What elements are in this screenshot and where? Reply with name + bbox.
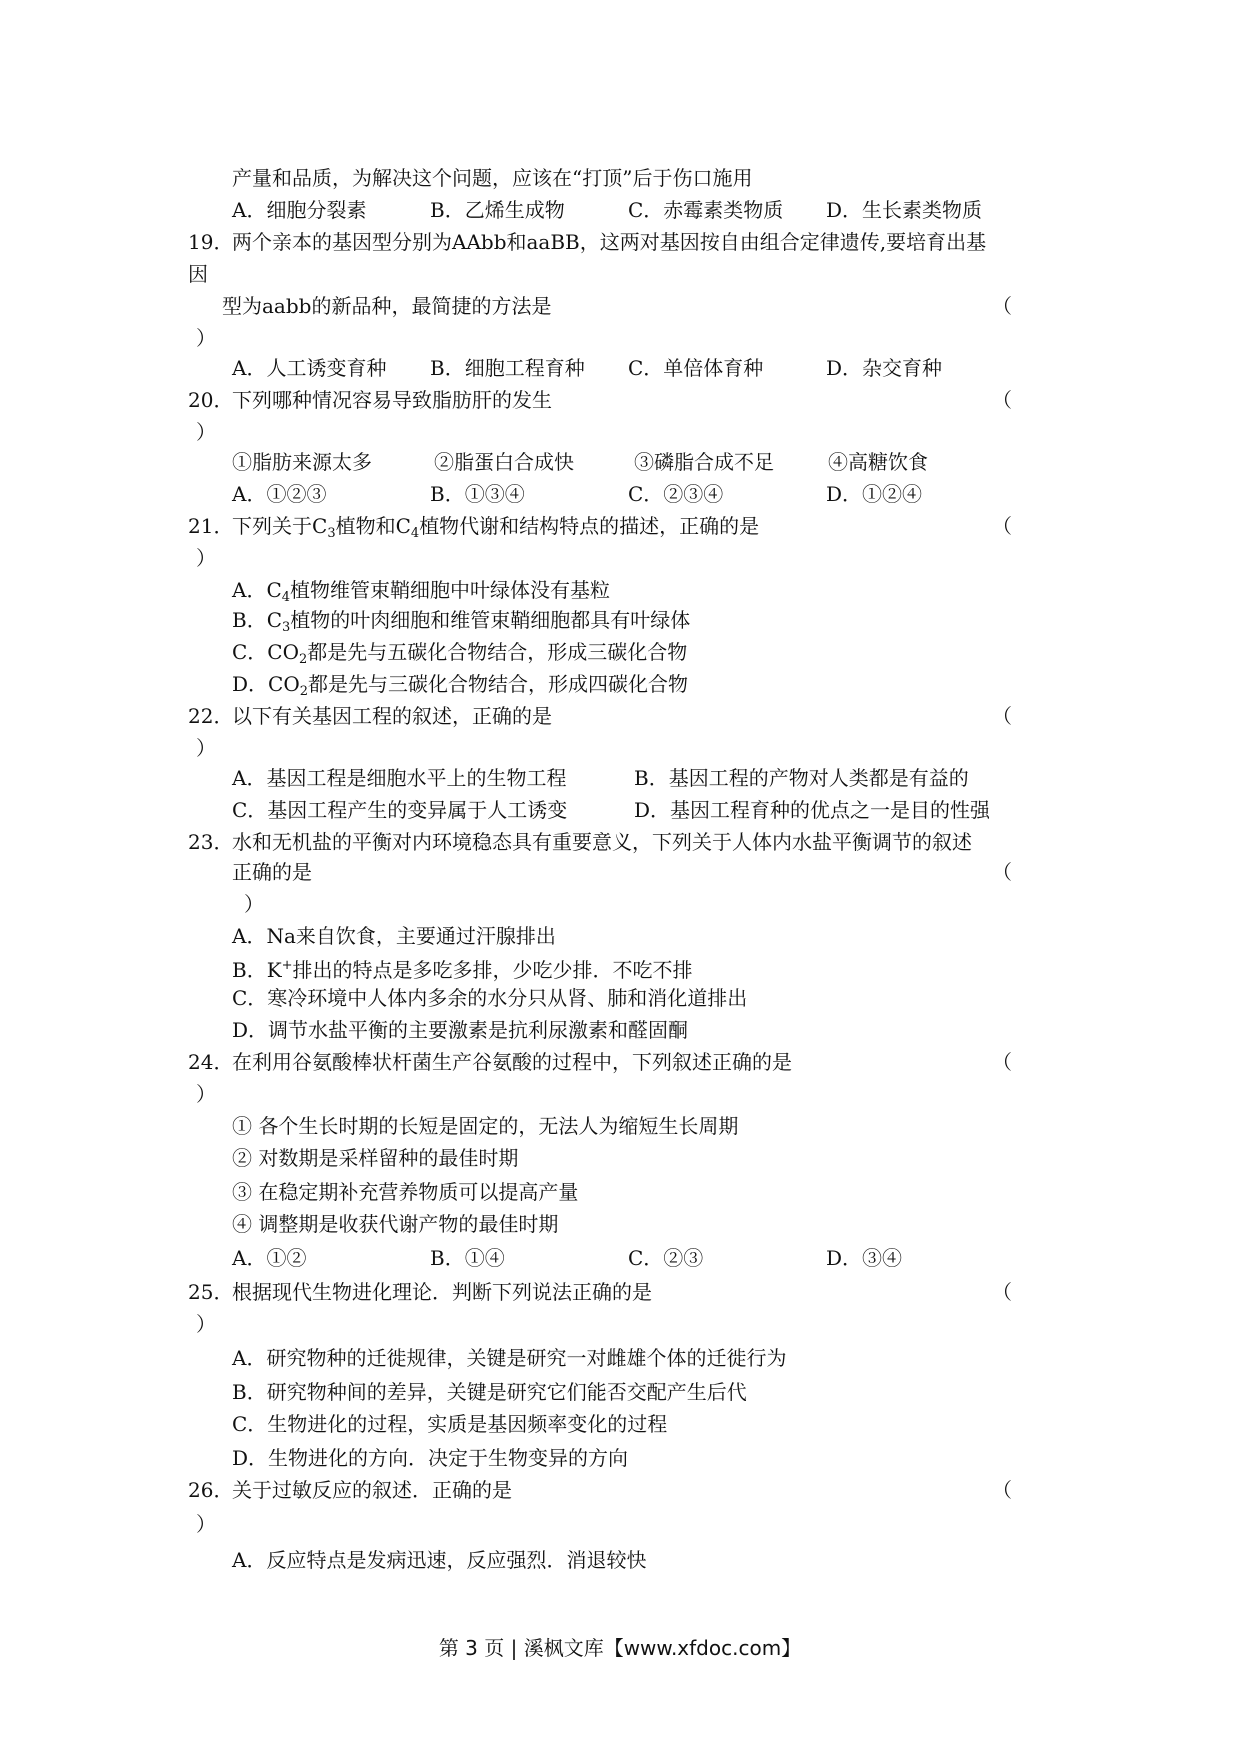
q20-item-1: ①脂肪来源太多 — [232, 450, 372, 474]
q18-option-a: A．细胞分裂素 — [232, 198, 367, 222]
q24-option-a: A．①② — [232, 1246, 307, 1270]
q18-option-c: C．赤霉素类物质 — [628, 198, 784, 222]
q26-option-a: A．反应特点是发病迅速，反应强烈．消退较快 — [232, 1548, 647, 1572]
q21-option-b: B．$C_3$植物的叶肉细胞和维管束鞘细胞都具有叶绿体 — [232, 608, 691, 635]
q19-answer-paren-close: ） — [196, 326, 216, 350]
q24-item-4: ④ 调整期是收获代谢产物的最佳时期 — [232, 1212, 559, 1236]
q18-option-b: B．乙烯生成物 — [430, 198, 565, 222]
q26-answer-paren-close: ） — [196, 1512, 216, 1536]
q25-text: 根据现代生物进化理论．判断下列说法正确的是 — [232, 1280, 652, 1304]
q20-item-2: ②脂蛋白合成快 — [434, 450, 574, 474]
q23-answer-paren-close: ） — [244, 892, 264, 916]
q22-option-b: B．基因工程的产物对人类都是有益的 — [634, 766, 969, 790]
q21-number: 21． — [188, 514, 234, 538]
q22-option-d: D．基因工程育种的优点之一是目的性强 — [634, 798, 991, 822]
q20-option-a: A．①②③ — [232, 482, 327, 506]
q20-item-4: ④高糖饮食 — [828, 450, 928, 474]
q23-option-c: C．寒冷环境中人体内多余的水分只从肾、肺和消化道排出 — [232, 986, 748, 1010]
q25-answer-paren-close: ） — [196, 1312, 216, 1336]
q25-option-c: C．生物进化的过程，实质是基因频率变化的过程 — [232, 1412, 668, 1436]
q20-option-c: C．②③④ — [628, 482, 724, 506]
q20-item-3: ③磷脂合成不足 — [634, 450, 774, 474]
q25-answer-paren-open: （ — [992, 1280, 1012, 1304]
q22-answer-paren-close: ） — [196, 736, 216, 760]
q24-option-d: D．③④ — [826, 1246, 903, 1270]
q24-option-c: C．②③ — [628, 1246, 704, 1270]
q18-text-continuation: 产量和品质，为解决这个问题，应该在“打顶”后于伤口施用 — [232, 166, 753, 190]
q20-option-d: D．①②④ — [826, 482, 923, 506]
q24-number: 24． — [188, 1050, 234, 1074]
q20-answer-paren-close: ） — [196, 420, 216, 444]
q21-option-d: D．$CO_2$都是先与三碳化合物结合，形成四碳化合物 — [232, 672, 689, 699]
q25-number: 25． — [188, 1280, 234, 1304]
q22-answer-paren-open: （ — [992, 704, 1012, 728]
q20-text: 下列哪种情况容易导致脂肪肝的发生 — [232, 388, 552, 412]
q22-number: 22． — [188, 704, 234, 728]
q19-number: 19． — [188, 230, 234, 254]
page-footer: 第 3 页 | 溪枫文库【www.xfdoc.com】 — [438, 1636, 802, 1660]
q19-text-line2: 型为aabb的新品种，最简捷的方法是 — [222, 294, 552, 318]
q24-item-3: ③ 在稳定期补充营养物质可以提高产量 — [232, 1180, 579, 1204]
q18-option-d: D．生长素类物质 — [826, 198, 983, 222]
q19-option-b: B．细胞工程育种 — [430, 356, 585, 380]
q21-text: 下列关于$C_3$植物和$C_4$植物代谢和结构特点的描述，正确的是 — [232, 514, 760, 541]
q22-option-c: C．基因工程产生的变异属于人工诱变 — [232, 798, 568, 822]
q24-item-1: ① 各个生长时期的长短是固定的，无法人为缩短生长周期 — [232, 1114, 739, 1138]
q25-option-d: D．生物进化的方向．决定于生物变异的方向 — [232, 1446, 629, 1470]
q26-text: 关于过敏反应的叙述．正确的是 — [232, 1478, 512, 1502]
q23-option-d: D．调节水盐平衡的主要激素是抗利尿激素和醛固酮 — [232, 1018, 689, 1042]
q23-number: 23． — [188, 830, 234, 854]
q23-option-b: B．K+排出的特点是多吃多排，少吃少排．不吃不排 — [232, 958, 693, 982]
q26-answer-paren-open: （ — [992, 1478, 1012, 1502]
q19-answer-paren-open: （ — [992, 294, 1012, 318]
q21-option-a: A．$C_4$植物维管束鞘细胞中叶绿体没有基粒 — [232, 578, 611, 605]
q23-answer-paren-open: （ — [992, 860, 1012, 884]
q24-item-2: ② 对数期是采样留种的最佳时期 — [232, 1146, 519, 1170]
q23-option-a: A．Na来自饮食，主要通过汗腺排出 — [232, 924, 556, 948]
q24-text: 在利用谷氨酸棒状杆菌生产谷氨酸的过程中，下列叙述正确的是 — [232, 1050, 792, 1074]
q24-answer-paren-open: （ — [992, 1050, 1012, 1074]
q22-text: 以下有关基因工程的叙述，正确的是 — [232, 704, 552, 728]
q23-text-line2: 正确的是 — [232, 860, 312, 884]
q19-text-wrap: 因 — [188, 262, 208, 286]
q21-option-c: C．$CO_2$都是先与五碳化合物结合，形成三碳化合物 — [232, 640, 688, 667]
q25-option-b: B．研究物种间的差异，关键是研究它们能否交配产生后代 — [232, 1380, 747, 1404]
q19-option-d: D．杂交育种 — [826, 356, 943, 380]
q25-option-a: A．研究物种的迁徙规律，关键是研究一对雌雄个体的迁徙行为 — [232, 1346, 787, 1370]
q22-option-a: A．基因工程是细胞水平上的生物工程 — [232, 766, 567, 790]
q21-answer-paren-close: ） — [196, 546, 216, 570]
q20-answer-paren-open: （ — [992, 388, 1012, 412]
q23-text: 水和无机盐的平衡对内环境稳态具有重要意义，下列关于人体内水盐平衡调节的叙述 — [232, 830, 972, 854]
q19-text: 两个亲本的基因型分别为AAbb和aaBB，这两对基因按自由组合定律遗传,要培育出基 — [232, 230, 987, 254]
q21-answer-paren-open: （ — [992, 514, 1012, 538]
q26-number: 26． — [188, 1478, 234, 1502]
q20-number: 20． — [188, 388, 234, 412]
q19-option-c: C．单倍体育种 — [628, 356, 764, 380]
q24-answer-paren-close: ） — [196, 1082, 216, 1106]
q20-option-b: B．①③④ — [430, 482, 525, 506]
q19-option-a: A．人工诱变育种 — [232, 356, 387, 380]
q24-option-b: B．①④ — [430, 1246, 505, 1270]
